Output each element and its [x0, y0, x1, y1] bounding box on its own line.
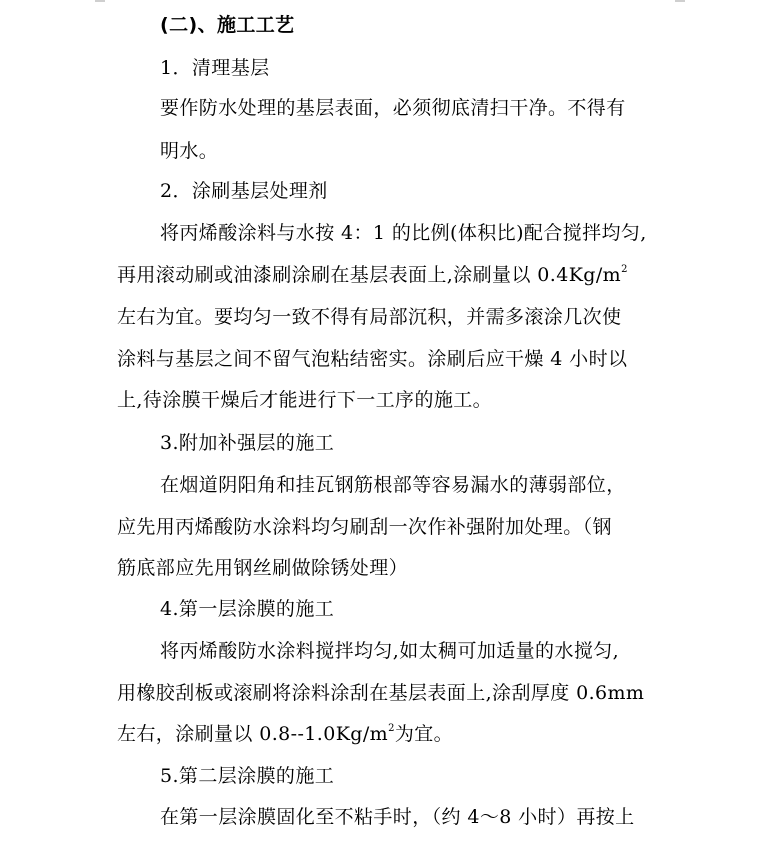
subsection-title-1: 1．清理基层: [160, 57, 270, 79]
subsection-title-2: 2．涂刷基层处理剂: [160, 180, 328, 202]
subsection-title-4: 4.第一层涂膜的施工: [160, 598, 335, 620]
paragraph-line-text: 再用滚动刷或油漆刷涂刷在基层表面上,涂刷量以 0.4Kg/m: [117, 264, 622, 286]
paragraph-line: 应先用丙烯酸防水涂料均匀刷刮一次作补强附加处理。（钢: [117, 516, 612, 538]
paragraph-line: 将丙烯酸涂料与水按 4：1 的比例(体积比)配合搅拌均匀,: [160, 222, 647, 244]
paragraph-line: 将丙烯酸防水涂料搅拌均匀,如太稠可加适量的水搅匀,: [160, 640, 620, 662]
superscript-two: 2: [388, 723, 395, 734]
paragraph-line: 上,待涂膜干燥后才能进行下一工序的施工。: [117, 389, 493, 411]
paragraph-line: 涂料与基层之间不留气泡粘结密实。涂刷后应干燥 4 小时以: [117, 348, 628, 370]
section-heading: (二)、施工工艺: [160, 14, 295, 36]
paragraph-line: 在第一层涂膜固化至不粘手时，（约 4～8 小时）再按上: [160, 806, 635, 828]
paragraph-line-text: 为宜。: [394, 723, 454, 745]
superscript-two: 2: [621, 264, 628, 275]
paragraph-line: [117, 721, 453, 747]
paragraph-line: [117, 262, 628, 288]
paragraph-line: 在烟道阴阳角和挂瓦钢筋根部等容易漏水的薄弱部位，: [160, 474, 626, 496]
paragraph-line: 明水。: [160, 140, 219, 162]
paragraph-line: 筋底部应先用钢丝刷做除锈处理）: [117, 557, 409, 579]
subsection-title-3: 3.附加补强层的施工: [160, 432, 335, 454]
page-corner-mark-right: [675, 0, 685, 2]
page-corner-mark-left: [95, 0, 105, 2]
subsection-title-5: 5.第二层涂膜的施工: [160, 765, 335, 787]
paragraph-line: 要作防水处理的基层表面，必须彻底清扫干净。不得有: [160, 97, 626, 119]
paragraph-line: 用橡胶刮板或滚刷将涂料涂刮在基层表面上,涂刮厚度 0.6mm: [117, 682, 645, 704]
paragraph-line-text: 左右，涂刷量以 0.8--1.0Kg/m: [117, 723, 389, 745]
paragraph-line: 左右为宜。要均匀一致不得有局部沉积，并需多滚涂几次使: [117, 306, 622, 328]
